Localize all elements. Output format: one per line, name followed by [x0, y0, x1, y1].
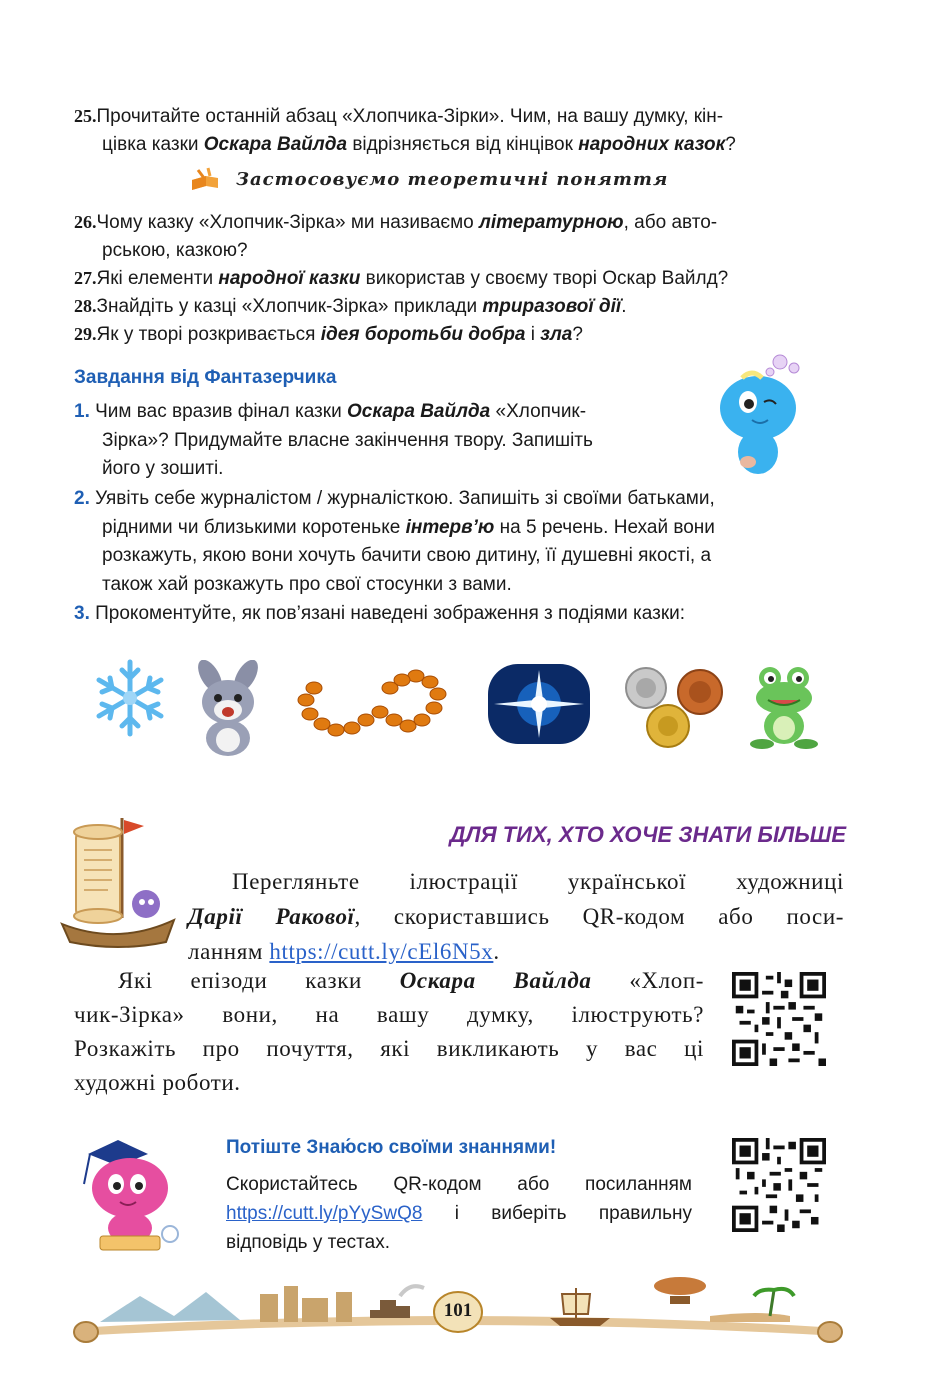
question-number: 26. — [74, 212, 97, 232]
question-text: цівка казки — [102, 134, 204, 155]
scroll-ship-icon — [58, 812, 176, 952]
rabbit-icon — [188, 660, 268, 756]
qr-code-icon[interactable] — [732, 1138, 826, 1232]
question-26 — [74, 208, 854, 265]
question-text: Прочитайте останній абзац «Хлопчика-Зірки». Чим, на вашу думку, кін- — [96, 106, 724, 127]
paragraph-text: . — [493, 939, 500, 964]
question-text: , або авто- — [623, 212, 718, 233]
test-text-line: відповідь у тестах. — [226, 1232, 391, 1253]
pink-character-icon — [74, 1132, 190, 1254]
fantasy-task-1 — [74, 398, 694, 484]
question-number: 25. — [74, 106, 97, 126]
subheading-row — [188, 166, 669, 197]
fantasy-task-3 — [74, 600, 854, 629]
question-text: рською, казкою? — [102, 240, 248, 261]
emphasis-text: народної казки — [218, 268, 361, 289]
task-text: Зірка»? Придумайте власне закінчення твору. Запишіть — [102, 429, 593, 451]
emphasis-text: зла — [540, 324, 573, 345]
more-paragraph-2 — [74, 964, 704, 1100]
paragraph-text: чик-Зірка» вони, на вашу думку, ілюструють? — [74, 1002, 704, 1027]
book-pointer-icon — [188, 166, 222, 192]
question-number: 29. — [74, 324, 97, 344]
more-paragraph-1 — [188, 864, 844, 969]
snowflake-icon — [92, 658, 168, 738]
fantasy-task-2 — [74, 485, 854, 599]
question-text: Як у творі розкривається — [96, 324, 321, 345]
paragraph-text: Розкажіть про почуття, які викликають у вас ці — [74, 1036, 704, 1061]
test-text — [226, 1170, 692, 1257]
test-title: Потіште Знаю́сю своїми знаннями! — [226, 1137, 557, 1158]
page-number: 101 — [443, 1300, 473, 1321]
paragraph-text: Перегляньте ілюстрації української художниці — [232, 869, 844, 894]
question-number: 28. — [74, 296, 97, 316]
question-27 — [74, 264, 854, 293]
emphasis-text: інтерв’ю — [405, 516, 495, 538]
task-text: його у зошиті. — [102, 458, 224, 479]
emphasis-text: ідея боротьби добра — [320, 324, 526, 345]
emphasis-text: Дарії Ракової — [188, 904, 355, 929]
emphasis-text: літературною — [479, 212, 624, 233]
question-text: Які елементи — [96, 268, 219, 289]
emphasis-text: Оскара Вайлда — [203, 134, 348, 155]
task-text: рідними чи близькими коротеньке — [102, 516, 406, 538]
paragraph-text: художні роботи. — [74, 1070, 241, 1095]
more-title: ДЛЯ ТИХ, ХТО ХОЧЕ ЗНАТИ БІЛЬШЕ — [449, 822, 846, 847]
paragraph-text: ланням — [188, 939, 270, 964]
task-text: на 5 речень. Нехай вони — [494, 516, 715, 538]
illustrations-link[interactable]: https://cutt.ly/cEl6N5x — [269, 939, 494, 964]
frog-icon — [748, 664, 824, 750]
question-25 — [74, 102, 854, 159]
question-28 — [74, 292, 854, 321]
amber-beads-icon — [296, 666, 452, 738]
coins-icon — [624, 664, 728, 750]
task-number: 3. — [74, 603, 90, 624]
question-text: Чому казку «Хлопчик-Зірка» ми називаємо — [96, 212, 480, 233]
question-text: ? — [572, 324, 583, 345]
star-icon — [488, 664, 590, 744]
question-text: Знайдіть у казці «Хлопчик-Зірка» приклади — [96, 296, 483, 317]
question-number: 27. — [74, 268, 97, 288]
question-text: ? — [725, 134, 736, 155]
paragraph-text: , скориставшись QR-кодом або поси- — [354, 904, 844, 929]
question-text: відрізняється від кінцівок — [347, 134, 579, 155]
blue-character-icon — [712, 350, 802, 478]
emphasis-text: народних казок — [578, 134, 726, 155]
paragraph-text: Які епізоди казки — [118, 968, 400, 993]
test-text-line: і виберіть правильну — [422, 1203, 692, 1224]
question-29 — [74, 320, 854, 349]
tests-link[interactable]: https://cutt.ly/pYySwQ8 — [226, 1203, 423, 1224]
task-text: розкажуть, якою вони хочуть бачити свою дитину, її душевні якості, а — [102, 545, 712, 566]
task-text: також хай розкажуть про свої стосунки з вами. — [102, 573, 512, 595]
emphasis-text: триразової дії — [482, 296, 622, 317]
section-subheading: Застосовуємо теоретичні поняття — [236, 169, 669, 190]
fantasy-title: Завдання від Фантазерчика — [74, 367, 337, 388]
question-text: і — [525, 324, 541, 345]
emphasis-text: Оскара Вайлда — [399, 968, 592, 993]
question-text: використав у своєму творі Оскар Вайлд? — [360, 268, 729, 289]
task-text: «Хлопчик- — [490, 401, 587, 422]
qr-code-icon[interactable] — [732, 972, 826, 1066]
test-text-line: Скористайтесь QR-кодом або посиланням — [226, 1174, 692, 1195]
task-text: Прокоментуйте, як пов’язані наведені зображення з подіями казки: — [95, 603, 686, 624]
task-number: 1. — [74, 401, 90, 422]
task-number: 2. — [74, 488, 90, 509]
emphasis-text: Оскара Вайлда — [346, 401, 491, 422]
task-text: Уявіть себе журналістом / журналісткою. Запишіть зі своїми батьками, — [95, 488, 715, 509]
task-text: Чим вас вразив фінал казки — [95, 401, 347, 422]
paragraph-text: «Хлоп- — [591, 968, 704, 993]
question-text: . — [621, 296, 627, 317]
